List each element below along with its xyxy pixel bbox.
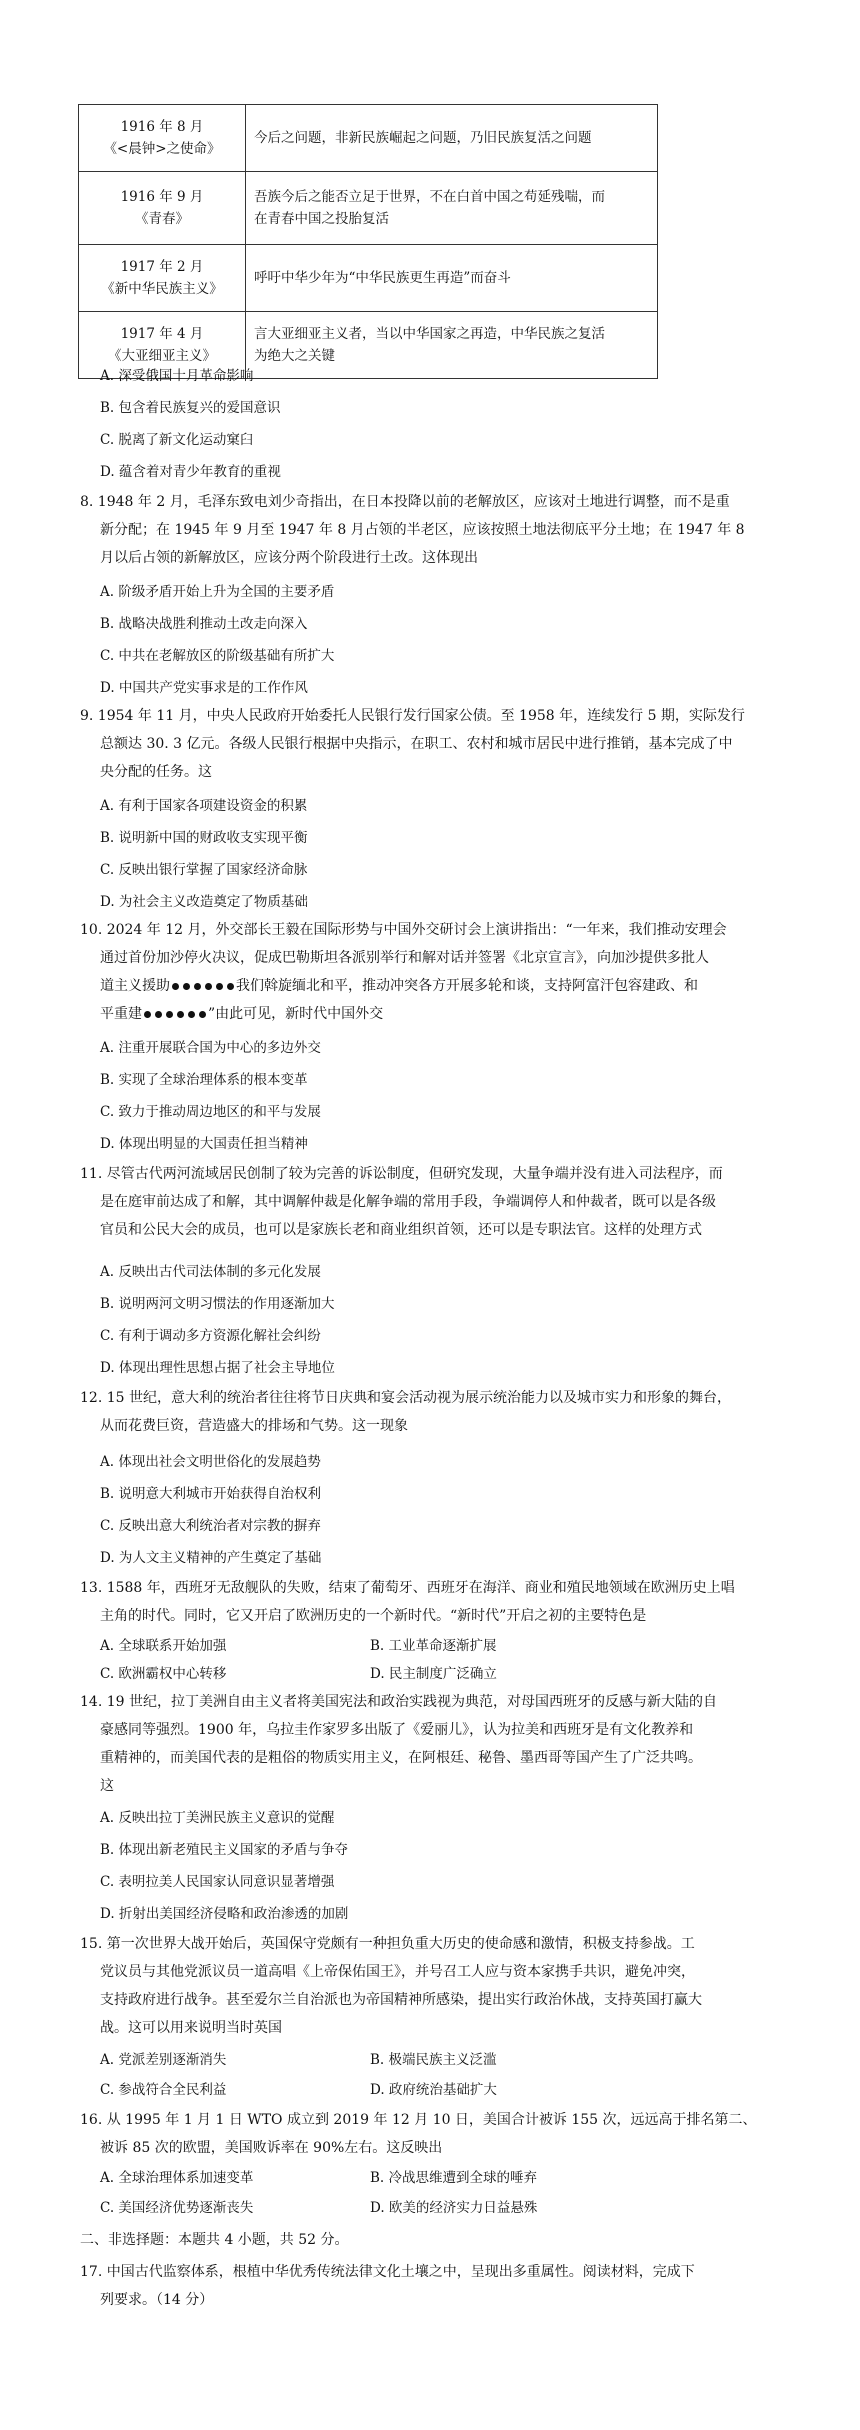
q14-option-a: A. 反映出拉丁美洲民族主义意识的觉醒 [100,1810,335,1826]
source-title: 《青春》 [135,211,189,227]
q16-stem-line: 16. 从 1995 年 1 月 1 日 WTO 成立到 2019 年 12 月 10 日，美国合计被诉 155 次，远远高于排名第二、 [80,2112,757,2128]
content-line: 吾族今后之能否立足于世界，不在白首中国之苟延残喘，而 [254,189,605,205]
q11-option-d: D. 体现出理性思想占据了社会主导地位 [100,1360,335,1376]
table-cell-date [79,105,246,172]
q12-stem-line: 12. 15 世纪，意大利的统治者往往将节日庆典和宴会活动视为展示统治能力以及城市实力和形象的舞台， [80,1390,731,1406]
q13-stem-line: 13. 1588 年，西班牙无敌舰队的失败，结束了葡萄牙、西班牙在海洋、商业和殖民地领域在欧洲历史上唱 [80,1580,735,1596]
q14-stem-line: 重精神的，而美国代表的是粗俗的物质实用主义，在阿根廷、秘鲁、墨西哥等国产生了广泛共鸣。 [100,1750,702,1766]
q8-stem-line: 月以后占领的新解放区，应该分两个阶段进行土改。这体现出 [100,550,478,566]
q12-stem-line: 从而花费巨资，营造盛大的排场和气势。这一现象 [100,1418,408,1434]
q10-option-a: A. 注重开展联合国为中心的多边外交 [100,1040,321,1056]
q10-stem-text: 道主义援助 [100,978,170,994]
q12-option-c: C. 反映出意大利统治者对宗教的摒弃 [100,1518,321,1534]
q8-option-c: C. 中共在老解放区的阶级基础有所扩大 [100,648,335,664]
q9-option-a: A. 有利于国家各项建设资金的积累 [100,798,308,814]
q10-stem-line: 通过首份加沙停火决议，促成巴勒斯坦各派别举行和解对话并签署《北京宣言》，向加沙提供多批人 [100,950,709,966]
q12-option-d: D. 为人文主义精神的产生奠定了基础 [100,1550,322,1566]
q9-stem-line: 9. 1954 年 11 月，中央人民政府开始委托人民银行发行国家公债。至 1958 年，连续发行 5 期，实际发行 [80,708,745,724]
q16-option-a: A. 全球治理体系加速变革 [100,2170,254,2186]
q8-stem-line: 8. 1948 年 2 月，毛泽东致电刘少奇指出，在日本投降以前的老解放区，应该对土地进行调整，而不是重 [80,494,730,510]
date-text: 1917 年 4 月 [120,326,204,342]
date-text: 1916 年 8 月 [120,119,204,135]
date-text: 1917 年 2 月 [120,259,204,275]
q15-stem-line: 党议员与其他党派议员一道高唱《上帝保佑国王》，并号召工人应与资本家携手共识，避免冲突， [100,1964,695,1980]
table-cell-date [79,245,246,312]
q10-option-b: B. 实现了全球治理体系的根本变革 [100,1072,308,1088]
q9-stem-line: 央分配的任务。这 [100,764,212,780]
q15-option-d: D. 政府统治基础扩大 [370,2082,497,2098]
source-table [78,104,658,379]
q17-stem-line: 17. 中国古代监察体系，根植中华优秀传统法律文化土壤之中，呈现出多重属性。阅读材料，完成下 [80,2264,695,2280]
section-heading: 二、非选择题：本题共 4 小题，共 52 分。 [80,2232,349,2248]
q11-stem-line: 官员和公民大会的成员，也可以是家族长老和商业组织首领，还可以是专职法官。这样的处理方式 [100,1222,702,1238]
q10-stem-line [100,976,698,996]
q11-option-a: A. 反映出古代司法体制的多元化发展 [100,1264,321,1280]
q13-stem-line: 主角的时代。同时，它又开启了欧洲历史的一个新时代。“新时代”开启之初的主要特色是 [100,1608,647,1624]
source-title: 《<晨钟>之使命》 [103,141,221,157]
q7-option-a: A. 深受俄国十月革命影响 [100,368,254,384]
q13-option-c: C. 欧洲霸权中心转移 [100,1666,227,1682]
content-line: 在青春中国之投胎复活 [254,211,389,227]
ellipsis-dots [142,1006,208,1022]
q12-option-b: B. 说明意大利城市开始获得自治权利 [100,1486,322,1502]
q15-stem-line: 战。这可以用来说明当时英国 [100,2020,282,2036]
q15-option-c: C. 参战符合全民利益 [100,2082,227,2098]
q11-option-b: B. 说明两河文明习惯法的作用逐渐加大 [100,1296,335,1312]
q15-stem-line: 支持政府进行战争。甚至爱尔兰自治派也为帝国精神所感染，提出实行政治休战，支持英国打赢大 [100,1992,702,2008]
q10-stem-line: 10. 2024 年 12 月，外交部长王毅在国际形势与中国外交研讨会上演讲指出：“一年来，我们推动安理会 [80,922,727,938]
q7-option-b: B. 包含着民族复兴的爱国意识 [100,400,281,416]
q15-option-b: B. 极端民族主义泛滥 [370,2052,497,2068]
table-row [79,245,658,312]
q14-option-c: C. 表明拉美人民国家认同意识显著增强 [100,1874,335,1890]
content-line: 今后之问题，非新民族崛起之问题，乃旧民族复活之问题 [254,130,592,146]
q9-stem-line: 总额达 30. 3 亿元。各级人民银行根据中央指示，在职工、农村和城市居民中进行推销，基本完成了中 [100,736,733,752]
q13-option-b: B. 工业革命逐渐扩展 [370,1638,497,1654]
date-text: 1916 年 9 月 [120,189,204,205]
table-cell-content [246,172,658,245]
q10-option-d: D. 体现出明显的大国责任担当精神 [100,1136,308,1152]
q10-stem-text: 我们斡旋缅北和平，推动冲突各方开展多轮和谈，支持阿富汗包容建政、和 [236,978,698,994]
q17-stem-line: 列要求。（14 分） [100,2292,214,2308]
q16-option-b: B. 冷战思维遭到全球的唾弃 [370,2170,538,2186]
q7-option-d: D. 蕴含着对青少年教育的重视 [100,464,281,480]
q14-stem-line: 14. 19 世纪，拉丁美洲自由主义者将美国宪法和政治实践视为典范，对母国西班牙的反感与新大陆的自 [80,1694,717,1710]
q16-option-d: D. 欧美的经济实力日益悬殊 [370,2200,538,2216]
q10-stem-text: ”由此可见，新时代中国外交 [208,1006,384,1022]
q14-option-d: D. 折射出美国经济侵略和政治渗透的加剧 [100,1906,349,1922]
table-cell-date [79,172,246,245]
q8-option-d: D. 中国共产党实事求是的工作作风 [100,680,308,696]
table-cell-content [246,312,658,379]
q14-stem-line: 豪感同等强烈。1900 年，乌拉圭作家罗多出版了《爱丽儿》，认为拉美和西班牙是有文化教养和 [100,1722,694,1738]
q13-option-a: A. 全球联系开始加强 [100,1638,227,1654]
q7-option-c: C. 脱离了新文化运动窠臼 [100,432,254,448]
content-line: 为绝大之关键 [254,348,335,364]
q13-option-d: D. 民主制度广泛确立 [370,1666,497,1682]
q12-option-a: A. 体现出社会文明世俗化的发展趋势 [100,1454,321,1470]
content-line: 言大亚细亚主义者，当以中华国家之再造，中华民族之复活 [254,326,605,342]
q11-stem-line: 11. 尽管古代两河流域居民创制了较为完善的诉讼制度，但研究发现，大量争端并没有进入司法程序，而 [80,1166,723,1182]
q14-option-b: B. 体现出新老殖民主义国家的矛盾与争夺 [100,1842,349,1858]
q10-option-c: C. 致力于推动周边地区的和平与发展 [100,1104,321,1120]
content-line: 呼吁中华少年为“中华民族更生再造”而奋斗 [254,270,511,286]
q9-option-c: C. 反映出银行掌握了国家经济命脉 [100,862,308,878]
q10-stem-text: 平重建 [100,1006,142,1022]
q9-option-d: D. 为社会主义改造奠定了物质基础 [100,894,308,910]
q8-stem-line: 新分配；在 1945 年 9 月至 1947 年 8 月占领的半老区，应该按照土地法彻底平分土地；在 1947 年 8 [100,522,745,538]
q15-option-a: A. 党派差别逐渐消失 [100,2052,227,2068]
table-row [79,172,658,245]
table-row [79,105,658,172]
q8-option-a: A. 阶级矛盾开始上升为全国的主要矛盾 [100,584,335,600]
q8-option-b: B. 战略决战胜利推动土改走向深入 [100,616,308,632]
table-cell-content [246,245,658,312]
q16-option-c: C. 美国经济优势逐渐丧失 [100,2200,254,2216]
source-title: 《大亚细亚主义》 [108,348,216,364]
table-cell-content [246,105,658,172]
ellipsis-dots [170,978,236,994]
q10-stem-line [100,1004,383,1024]
q11-option-c: C. 有利于调动多方资源化解社会纠纷 [100,1328,321,1344]
q9-option-b: B. 说明新中国的财政收支实现平衡 [100,830,308,846]
q15-stem-line: 15. 第一次世界大战开始后，英国保守党颇有一种担负重大历史的使命感和激情，积极支持参战。工 [80,1936,695,1952]
source-title: 《新中华民族主义》 [101,281,223,297]
q16-stem-line: 被诉 85 次的欧盟，美国败诉率在 90%左右。这反映出 [100,2140,443,2156]
q14-stem-line: 这 [100,1778,114,1794]
q11-stem-line: 是在庭审前达成了和解，其中调解仲裁是化解争端的常用手段，争端调停人和仲裁者，既可以是各级 [100,1194,716,1210]
